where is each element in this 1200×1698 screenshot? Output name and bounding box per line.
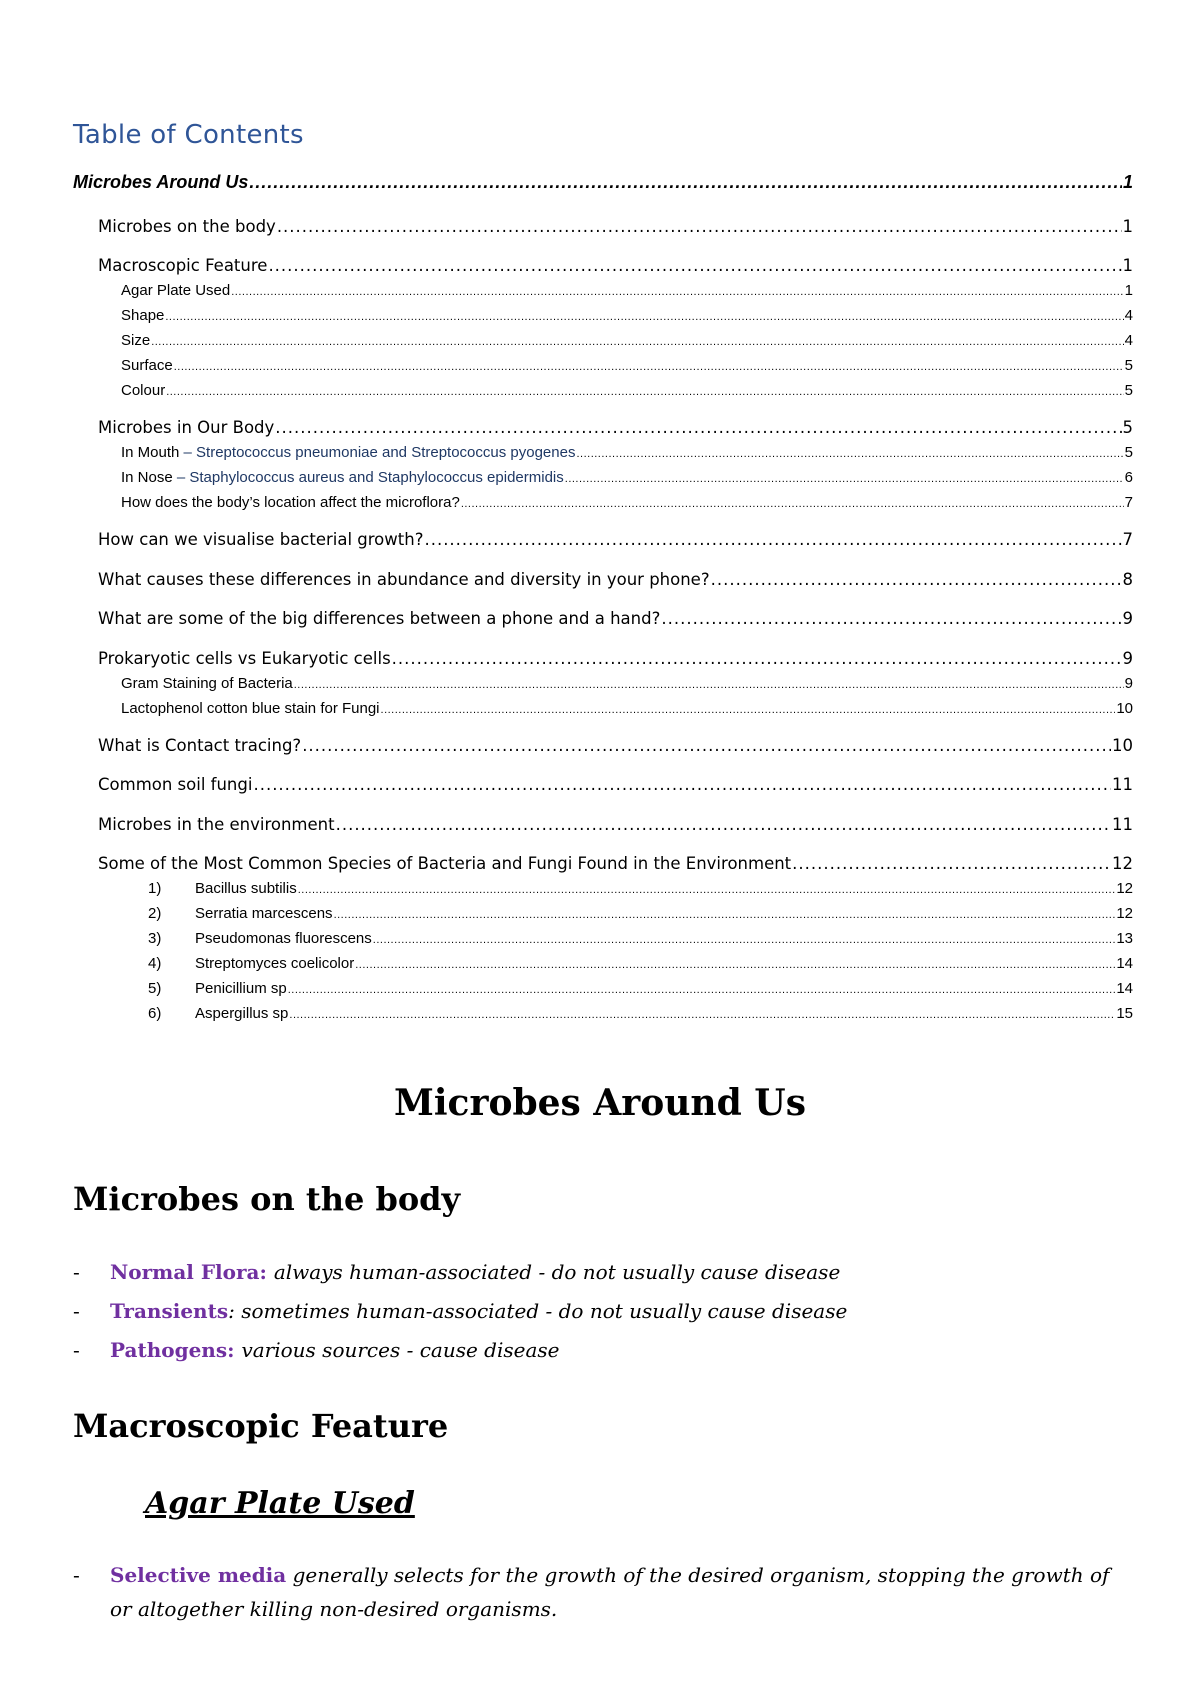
toc-entry[interactable]: Microbes on the body ..... 1 [98,217,1133,236]
toc-entry[interactable]: Microbes in the environment ..... 11 [98,815,1133,834]
toc-entry[interactable]: 3) Pseudomonas fluorescens ..... 13 [148,930,1133,947]
toc-entry[interactable]: Size ..... 4 [121,332,1133,349]
toc-entry[interactable]: In Nose – Staphylococcus aureus and Staphylococcus epidermidis ..... 6 [121,469,1133,486]
toc-entry[interactable]: 6) Aspergillus sp ..... 15 [148,1005,1133,1022]
subsection-heading: Agar Plate Used [145,1486,415,1521]
document-title: Microbes Around Us [394,1082,806,1124]
toc-entry[interactable]: How does the body’s location affect the microflora? ..... 7 [121,494,1133,511]
toc-entry[interactable]: Prokaryotic cells vs Eukaryotic cells ..... 9 [98,649,1133,668]
toc-entry[interactable]: 4) Streptomyces coelicolor ..... 14 [148,955,1133,972]
toc-entry[interactable]: What causes these differences in abundance and diversity in your phone? ..... 8 [98,570,1133,589]
section-heading: Microbes on the body [73,1180,461,1218]
toc-entry[interactable]: Surface ..... 5 [121,357,1133,374]
toc-entry[interactable]: 5) Penicillium sp ..... 14 [148,980,1133,997]
document-page: Table of Contents Microbes Around Us ..... 1 Microbes on the body ..... 1 Macroscopic Feature ..... 1 Agar Plate Used ..... 1 Shape ..... 4 Size ..... 4 Surface ..... 5 Colour ..... 5 Microbes in Our Body ..... 5 In Mouth – Streptococcus pneumoniae and Streptococcus pyogenes ..... 5 In Nose – Staphylococcus aureus and Staphylococcus epidermidis ..... 6 How does the body’s location affect the microflora? ..... 7 How can we visualise bacterial growth? ..... 7 What causes these differences in abundance and diversity in your phone? ..... 8 What are some of the big differences between a phone and a hand? ..... 9 Prokaryotic cells vs Eukaryotic cells ..... 9 Gram Staining of Bacteria ..... 9 Lactophenol cotton blue stain for Fungi ..... 10 What is Contact tracing? ..... 10 Common soil fungi ..... 11 Microbes in the environment ..... 11 Some of the Most Common Species of Bacteria and Fungi Found in the Environment ..... 12 1) Bacillus subtilis ..... 12 2) Serratia marcescens ..... 12 3) Pseudomonas fluorescens ..... 13 4) Streptomyces coelicolor ..... 14 5) Penicillium sp ..... 14 6) Aspergillus sp ..... 15 Microbes Around Us Microbes on the body - Normal Flora: always human-associated - do not usually cause disease - Transients: sometimes human-associated - do not usually cause disease - Pathogens: various sources - cause disease Macroscopic Feature Agar Plate Used - Selective media generally selects for the growth of the desired organism, stopping the growth of or altogether killing non-desired organisms. [0,0,1200,1698]
toc-entry[interactable]: Colour ..... 5 [121,382,1133,399]
toc-entry[interactable]: Agar Plate Used ..... 1 [121,282,1133,299]
toc-entry[interactable]: Gram Staining of Bacteria ..... 9 [121,675,1133,692]
toc-entry[interactable]: What are some of the big differences between a phone and a hand? ..... 9 [98,609,1133,628]
toc-entry[interactable]: Some of the Most Common Species of Bacteria and Fungi Found in the Environment ..... 12 [98,854,1133,873]
toc-entry[interactable]: Microbes in Our Body ..... 5 [98,418,1133,437]
toc-entry[interactable]: 2) Serratia marcescens ..... 12 [148,905,1133,922]
toc-entry[interactable]: Shape ..... 4 [121,307,1133,324]
toc-heading: Table of Contents [73,120,304,150]
toc-entry[interactable]: Microbes Around Us ..... 1 [73,172,1133,193]
toc-entry[interactable]: In Mouth – Streptococcus pneumoniae and Streptococcus pyogenes ..... 5 [121,444,1133,461]
toc-entry[interactable]: How can we visualise bacterial growth? ..... 7 [98,530,1133,549]
toc-entry[interactable]: Lactophenol cotton blue stain for Fungi ..... 10 [121,700,1133,717]
toc-entry[interactable]: 1) Bacillus subtilis ..... 12 [148,880,1133,897]
toc-entry[interactable]: Common soil fungi ..... 11 [98,775,1133,794]
toc-entry[interactable]: Macroscopic Feature ..... 1 [98,256,1133,275]
section-heading: Macroscopic Feature [73,1407,449,1445]
toc-entry[interactable]: What is Contact tracing? ..... 10 [98,736,1133,755]
